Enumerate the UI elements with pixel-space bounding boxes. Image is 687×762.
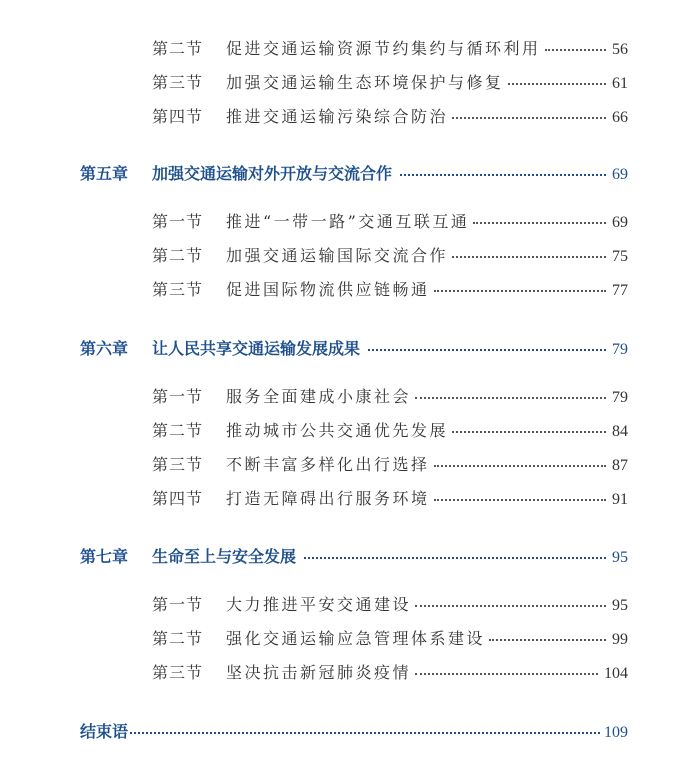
chapter-title: 生命至上与安全发展 [152,547,297,566]
toc-section-entry[interactable] [152,660,628,683]
page-number: 79 [612,389,628,406]
page-number: 75 [612,248,628,265]
toc-section-entry[interactable] [152,486,628,509]
toc-section-entry[interactable] [152,418,628,441]
toc-section-entry[interactable] [152,452,628,475]
section-number: 第四节 [152,489,204,508]
section-number: 第一节 [152,387,204,406]
toc-section-entry[interactable] [152,592,628,615]
toc-section-entry[interactable] [152,104,628,127]
page-number: 95 [612,597,628,614]
section-title: 促进交通运输资源节约集约与循环利用 [226,39,541,58]
dot-leader [415,673,598,675]
page-number: 77 [612,282,628,299]
page-number: 66 [612,109,628,126]
section-number: 第三节 [152,73,204,92]
page-number: 84 [612,423,628,440]
section-title: 推进交通运输污染综合防治 [226,107,449,126]
section-number: 第三节 [152,663,204,682]
dot-leader [473,222,606,224]
section-title: 促进国际物流供应链畅通 [226,280,430,299]
chapter-title: 加强交通运输对外开放与交流合作 [152,164,393,183]
page-number: 56 [612,41,628,58]
dot-leader [434,465,606,467]
dot-leader [415,605,606,607]
dot-leader [452,431,606,433]
section-title: 打造无障碍出行服务环境 [226,489,430,508]
section-title: 坚决抗击新冠肺炎疫情 [226,663,412,682]
dot-leader [368,349,606,351]
section-title: 服务全面建成小康社会 [226,387,412,406]
conclusion-title: 结束语 [80,722,129,741]
chapter-number: 第五章 [80,164,129,183]
page-number: 109 [604,724,628,741]
chapter-number: 第六章 [80,339,129,358]
page-number: 61 [612,75,628,92]
toc-section-entry[interactable] [152,626,628,649]
dot-leader [434,499,606,501]
section-number: 第三节 [152,455,204,474]
toc-section-entry[interactable] [152,209,628,232]
section-number: 第二节 [152,246,204,265]
page-number: 104 [604,665,628,682]
toc-chapter-entry[interactable] [80,336,628,359]
dot-leader [400,174,606,176]
page-number: 99 [612,631,628,648]
dot-leader [545,49,606,51]
toc-section-entry[interactable] [152,384,628,407]
section-number: 第一节 [152,212,204,231]
dot-leader [489,639,606,641]
toc-chapter-entry[interactable] [80,161,628,184]
page-number: 69 [612,214,628,231]
page-number: 69 [612,166,628,183]
toc-section-entry[interactable] [152,36,628,59]
section-title: 不断丰富多样化出行选择 [226,455,430,474]
section-number: 第四节 [152,107,204,126]
dot-leader [415,397,606,399]
page-number: 87 [612,457,628,474]
toc-section-entry[interactable] [152,243,628,266]
section-title: 强化交通运输应急管理体系建设 [226,629,486,648]
section-number: 第一节 [152,595,204,614]
toc-section-entry[interactable] [152,70,628,93]
section-number: 第三节 [152,280,204,299]
toc-section-entry[interactable] [152,277,628,300]
page-number: 91 [612,491,628,508]
dot-leader [452,117,606,119]
page-number: 95 [612,549,628,566]
section-title: 加强交通运输国际交流合作 [226,246,449,265]
dot-leader [508,83,606,85]
chapter-number: 第七章 [80,547,129,566]
dot-leader [304,557,606,559]
section-number: 第二节 [152,421,204,440]
dot-leader [130,732,600,734]
dot-leader [452,256,606,258]
section-number: 第二节 [152,39,204,58]
section-title: 推进“一带一路”交通互联互通 [226,212,470,231]
toc-conclusion-entry[interactable] [80,719,628,742]
toc-chapter-entry[interactable] [80,544,628,567]
dot-leader [434,290,606,292]
section-title: 大力推进平安交通建设 [226,595,412,614]
section-title: 推动城市公共交通优先发展 [226,421,449,440]
section-title: 加强交通运输生态环境保护与修复 [226,73,504,92]
section-number: 第二节 [152,629,204,648]
page-number: 79 [612,341,628,358]
chapter-title: 让人民共享交通运输发展成果 [152,339,361,358]
